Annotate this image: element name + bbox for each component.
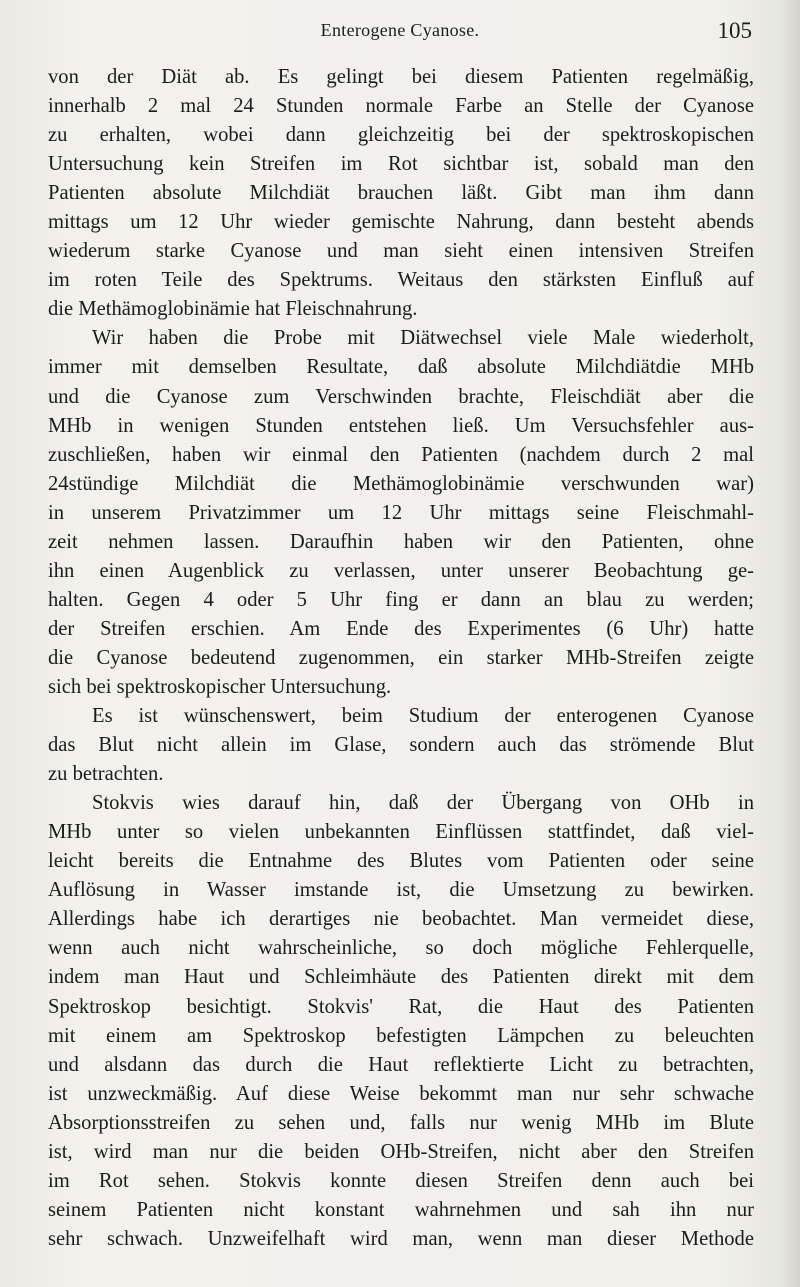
text-line: mittags um 12 Uhr wieder gemischte Nahrung, dann besteht abends	[48, 211, 754, 234]
text-line: und alsdann das durch die Haut reflektierte Licht zu betrachten,	[48, 1053, 754, 1076]
text-line: die Cyanose bedeutend zugenommen, ein starker MHb-Streifen zeigte	[48, 646, 754, 669]
text-line: Wir haben die Probe mit Diätwechsel viele Male wiederholt,	[92, 327, 754, 350]
text-line: innerhalb 2 mal 24 Stunden normale Farbe an Stelle der Cyanose	[48, 95, 754, 118]
text-line: im roten Teile des Spektrums. Weitaus den stärksten Einfluß auf	[48, 269, 754, 292]
text-line: MHb in wenigen Stunden entstehen ließ. Um Versuchsfehler aus-	[48, 414, 754, 437]
text-line: zeit nehmen lassen. Daraufhin haben wir den Patienten, ohne	[48, 530, 754, 553]
text-line: zu erhalten, wobei dann gleichzeitig bei der spektroskopischen	[48, 124, 754, 147]
text-line: halten. Gegen 4 oder 5 Uhr fing er dann an blau zu werden;	[48, 588, 754, 611]
text-line: in unserem Privatzimmer um 12 Uhr mittags seine Fleischmahl-	[48, 501, 754, 524]
page-number: 105	[717, 18, 752, 43]
text-line: indem man Haut und Schleimhäute des Patienten direkt mit dem	[48, 966, 754, 989]
text-line: zuschließen, haben wir einmal den Patienten (nachdem durch 2 mal	[48, 443, 754, 466]
text-line: Es ist wünschenswert, beim Studium der enterogenen Cyanose	[92, 705, 754, 728]
text-line: ist, wird man nur die beiden OHb-Streifen, nicht aber den Streifen	[48, 1140, 754, 1163]
text-line: ist unzweckmäßig. Auf diese Weise bekommt man nur sehr schwache	[48, 1082, 754, 1105]
text-line: der Streifen erschien. Am Ende des Experimentes (6 Uhr) hatte	[48, 617, 754, 640]
running-title: Enterogene Cyanose.	[320, 20, 480, 40]
text-line: Auflösung in Wasser imstande ist, die Umsetzung zu bewirken.	[48, 879, 754, 902]
text-line: das Blut nicht allein im Glase, sondern auch das strömende Blut	[48, 734, 754, 757]
text-line: sehr schwach. Unzweifelhaft wird man, wenn man dieser Methode	[48, 1227, 754, 1250]
text-line: leicht bereits die Entnahme des Blutes vom Patienten oder seine	[48, 850, 754, 873]
text-line: die Methämoglobinämie hat Fleischnahrung.	[48, 298, 418, 321]
text-line: im Rot sehen. Stokvis konnte diesen Streifen denn auch bei	[48, 1169, 754, 1192]
body-text	[48, 63, 754, 1254]
text-line: Allerdings habe ich derartiges nie beobachtet. Man vermeidet diese,	[48, 908, 754, 931]
page-header	[48, 20, 752, 54]
text-line: wenn auch nicht wahrscheinliche, so doch mögliche Fehlerquelle,	[48, 937, 754, 960]
text-line: ihn einen Augenblick zu verlassen, unter unserer Beobachtung ge-	[48, 559, 754, 582]
page-edge-shadow	[782, 0, 800, 1287]
text-line: Stokvis wies darauf hin, daß der Übergang von OHb in	[92, 792, 754, 815]
text-line: und die Cyanose zum Verschwinden brachte, Fleischdiät aber die	[48, 385, 754, 408]
text-line: mit einem am Spektroskop befestigten Lämpchen zu beleuchten	[48, 1024, 754, 1047]
text-line: seinem Patienten nicht konstant wahrnehmen und sah ihn nur	[48, 1198, 754, 1221]
text-line: Absorptionsstreifen zu sehen und, falls nur wenig MHb im Blute	[48, 1111, 754, 1134]
text-line: immer mit demselben Resultate, daß absolute Milchdiätdie MHb	[48, 356, 754, 379]
text-line: sich bei spektroskopischer Untersuchung.	[48, 675, 392, 698]
text-line: Spektroskop besichtigt. Stokvis' Rat, die Haut des Patienten	[48, 995, 754, 1018]
text-line: wiederum starke Cyanose und man sieht einen intensiven Streifen	[48, 240, 754, 263]
text-line: Untersuchung kein Streifen im Rot sichtbar ist, sobald man den	[48, 153, 754, 176]
text-line: MHb unter so vielen unbekannten Einflüssen stattfindet, daß viel-	[48, 821, 754, 844]
text-line: 24stündige Milchdiät die Methämoglobinämie verschwunden war)	[48, 472, 754, 495]
text-line: von der Diät ab. Es gelingt bei diesem Patienten regelmäßig,	[48, 66, 754, 88]
text-line: zu betrachten.	[48, 763, 164, 786]
text-line: Patienten absolute Milchdiät brauchen läßt. Gibt man ihm dann	[48, 182, 754, 205]
